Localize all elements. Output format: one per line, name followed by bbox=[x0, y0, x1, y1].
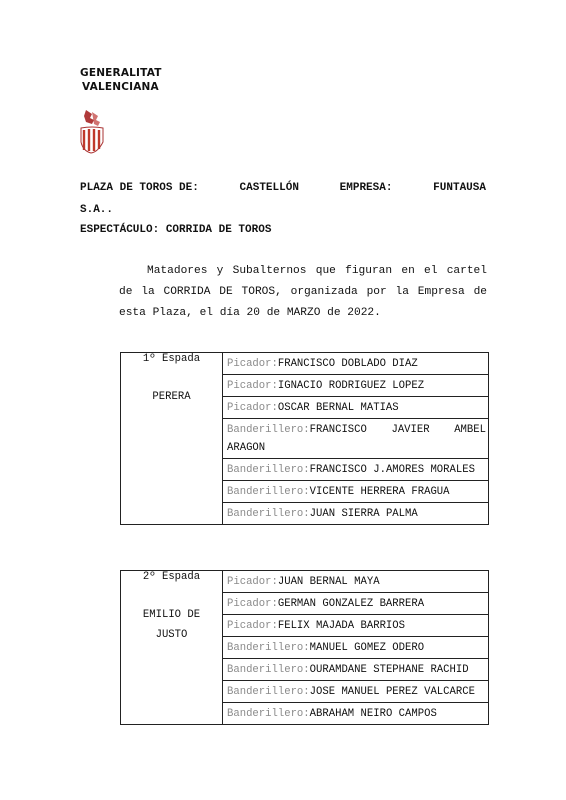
empresa-label: EMPRESA: bbox=[339, 182, 393, 194]
espada-order: 1º Espada bbox=[142, 353, 201, 365]
plaza-value: CASTELLÓN bbox=[239, 182, 299, 194]
member-row bbox=[223, 419, 489, 459]
member-name: ABRAHAM NEIRO CAMPOS bbox=[309, 708, 437, 720]
member-row bbox=[223, 615, 489, 637]
organization-name bbox=[80, 66, 162, 94]
member-row bbox=[223, 481, 489, 503]
member-name: OSCAR BERNAL MATIAS bbox=[277, 402, 399, 414]
member-row bbox=[223, 593, 489, 615]
member-role: Banderillero: bbox=[227, 686, 310, 698]
member-role: Picador: bbox=[227, 358, 278, 370]
member-role: Picador: bbox=[227, 598, 278, 610]
member-name: JUAN BERNAL MAYA bbox=[277, 576, 380, 588]
member-role: Banderillero: bbox=[227, 708, 310, 720]
member-row bbox=[223, 353, 489, 375]
member-name: MANUEL GOMEZ ODERO bbox=[309, 642, 425, 654]
empresa-value: FUNTAUSA bbox=[433, 182, 486, 194]
member-role: Banderillero: bbox=[227, 464, 310, 476]
espada-order: 2º Espada bbox=[142, 571, 201, 583]
member-role: Picador: bbox=[227, 380, 278, 392]
member-row bbox=[223, 459, 489, 481]
member-role: Banderillero: bbox=[227, 664, 310, 676]
cuadrilla-table-2 bbox=[120, 570, 489, 725]
member-role: Banderillero: bbox=[227, 486, 310, 498]
empresa-value-continued: S.A.. bbox=[80, 204, 114, 216]
member-row bbox=[223, 375, 489, 397]
member-name: GERMAN GONZALEZ BARRERA bbox=[277, 598, 425, 610]
plaza-label: PLAZA DE TOROS DE: bbox=[80, 182, 199, 194]
member-row bbox=[223, 681, 489, 703]
member-row bbox=[223, 637, 489, 659]
member-name: JUAN SIERRA PALMA bbox=[309, 508, 418, 520]
intro-text: Matadores y Subalternos que figuran en el cartel de la CORRIDA DE TOROS, organizada por la Empresa de esta Plaza, el día 20 de MARZO de 2022. bbox=[119, 265, 487, 319]
cuadrilla-table-1 bbox=[120, 352, 489, 525]
member-row bbox=[223, 571, 489, 593]
member-role: Banderillero: bbox=[227, 424, 310, 436]
member-name: FELIX MAJADA BARRIOS bbox=[277, 620, 406, 632]
espada-name: EMILIO DE JUSTO bbox=[142, 609, 201, 641]
espectaculo-line: ESPECTÁCULO: CORRIDA DE TOROS bbox=[80, 224, 272, 236]
espada-name: PERERA bbox=[152, 391, 191, 403]
member-name: OURAMDANE STEPHANE RACHID bbox=[309, 664, 469, 676]
plaza-empresa-line bbox=[80, 181, 486, 195]
member-row bbox=[223, 503, 489, 525]
org-line-1: GENERALITAT bbox=[80, 67, 162, 79]
intro-paragraph bbox=[119, 261, 487, 324]
member-row bbox=[223, 397, 489, 419]
member-role: Picador: bbox=[227, 620, 278, 632]
espada-cell bbox=[121, 571, 223, 725]
member-role: Banderillero: bbox=[227, 642, 310, 654]
member-name: IGNACIO RODRIGUEZ LOPEZ bbox=[277, 380, 425, 392]
member-row bbox=[223, 659, 489, 681]
member-role: Picador: bbox=[227, 402, 278, 414]
member-name: FRANCISCO DOBLADO DIAZ bbox=[277, 358, 418, 370]
generalitat-valenciana-logo-icon bbox=[78, 108, 108, 154]
member-name: FRANCISCO JAVIER AMBEL ARAGON bbox=[227, 424, 486, 454]
member-role: Banderillero: bbox=[227, 508, 310, 520]
member-role: Picador: bbox=[227, 576, 278, 588]
member-name: FRANCISCO J.AMORES MORALES bbox=[309, 464, 475, 476]
member-name: VICENTE HERRERA FRAGUA bbox=[309, 486, 450, 498]
org-line-2: VALENCIANA bbox=[82, 81, 159, 93]
member-name: JOSE MANUEL PEREZ VALCARCE bbox=[309, 686, 475, 698]
espada-cell bbox=[121, 353, 223, 525]
member-row bbox=[223, 703, 489, 725]
